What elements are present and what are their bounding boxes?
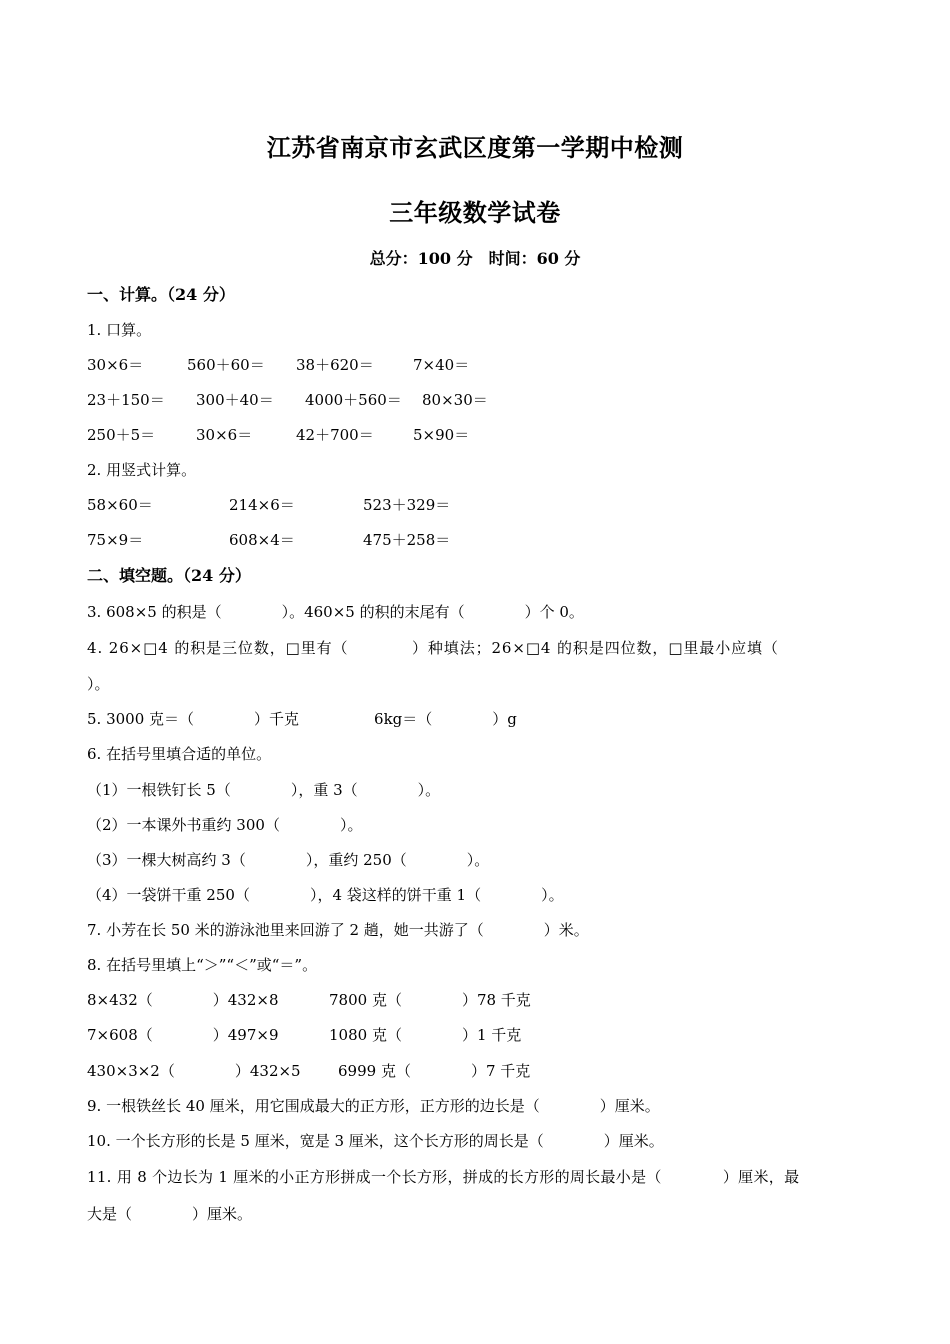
q1-item: 80×30＝ [422,391,488,409]
q1-item: 30×6＝ [196,426,253,444]
q1-item: 38＋620＝ [296,356,374,374]
q2-item: 58×60＝ [87,496,153,514]
q1-item: 250＋5＝ [87,426,156,444]
q8-item: 6999 克（ ）7 千克 [338,1062,531,1080]
q8-item: 430×3×2（ ）432×5 [87,1062,301,1080]
q2-item: 475＋258＝ [363,531,451,549]
q1-item: 42＋700＝ [296,426,374,444]
question-6-item: （4）一袋饼干重 250（ ），4 袋这样的饼干重 1（ ）。 [87,886,564,904]
q8-item: 7800 克（ ）78 千克 [329,991,531,1009]
question-4-line1: 4. 26×□4 的积是三位数，□里有（ ）种填法；26×□4 的积是四位数，□里最小应填（ [87,639,779,657]
section2-heading: 二、填空题。（24 分） [87,566,251,585]
question-6-label: 6. 在括号里填合适的单位。 [87,745,272,763]
q1-item: 7×40＝ [413,356,470,374]
exam-title: 江苏省南京市玄武区度第一学期中检测 [266,133,684,162]
q1-label: 1. 口算。 [87,321,152,339]
question-10: 10. 一个长方形的长是 5 厘米，宽是 3 厘米，这个长方形的周长是（ ）厘米。 [87,1132,664,1150]
question-6-item: （2）一本课外书重约 300（ ）。 [87,816,363,834]
q8-item: 8×432（ ）432×8 [87,991,279,1009]
q1-item: 23＋150＝ [87,391,165,409]
q8-item: 1080 克（ ）1 千克 [329,1026,522,1044]
q1-item: 300＋40＝ [196,391,274,409]
question-7: 7. 小芳在长 50 米的游泳池里来回游了 2 趟，她一共游了（ ）米。 [87,921,589,939]
question-5: 5. 3000 克＝（ ）千克 6kg＝（ ）g [87,710,517,728]
question-11-line2: 大是（ ）厘米。 [87,1205,253,1223]
q2-item: 75×9＝ [87,531,144,549]
question-6-item: （3）一棵大树高约 3（ ），重约 250（ ）。 [87,851,490,869]
q8-item: 7×608（ ）497×9 [87,1026,279,1044]
exam-subtitle: 三年级数学试卷 [389,198,561,227]
q1-item: 560＋60＝ [187,356,265,374]
question-9: 9. 一根铁丝长 40 厘米，用它围成最大的正方形，正方形的边长是（ ）厘米。 [87,1097,660,1115]
q1-item: 4000＋560＝ [305,391,402,409]
question-11-line1: 11. 用 8 个边长为 1 厘米的小正方形拼成一个长方形，拼成的长方形的周长最小是（ ）厘米，最 [87,1168,800,1186]
q1-item: 30×6＝ [87,356,144,374]
q2-label: 2. 用竖式计算。 [87,461,197,479]
question-8-label: 8. 在括号里填上“＞”“＜”或“＝”。 [87,956,318,974]
q2-item: 608×4＝ [229,531,295,549]
q2-item: 523＋329＝ [363,496,451,514]
question-4-line2: ）。 [87,675,110,693]
question-3: 3. 608×5 的积是（ ）。460×5 的积的末尾有（ ）个 0。 [87,603,584,621]
exam-meta: 总分：100 分 时间：60 分 [369,249,581,268]
q1-item: 5×90＝ [413,426,470,444]
question-6-item: （1）一根铁钉长 5（ ），重 3（ ）。 [87,781,441,799]
q2-item: 214×6＝ [229,496,295,514]
section1-heading: 一、计算。（24 分） [87,285,235,304]
